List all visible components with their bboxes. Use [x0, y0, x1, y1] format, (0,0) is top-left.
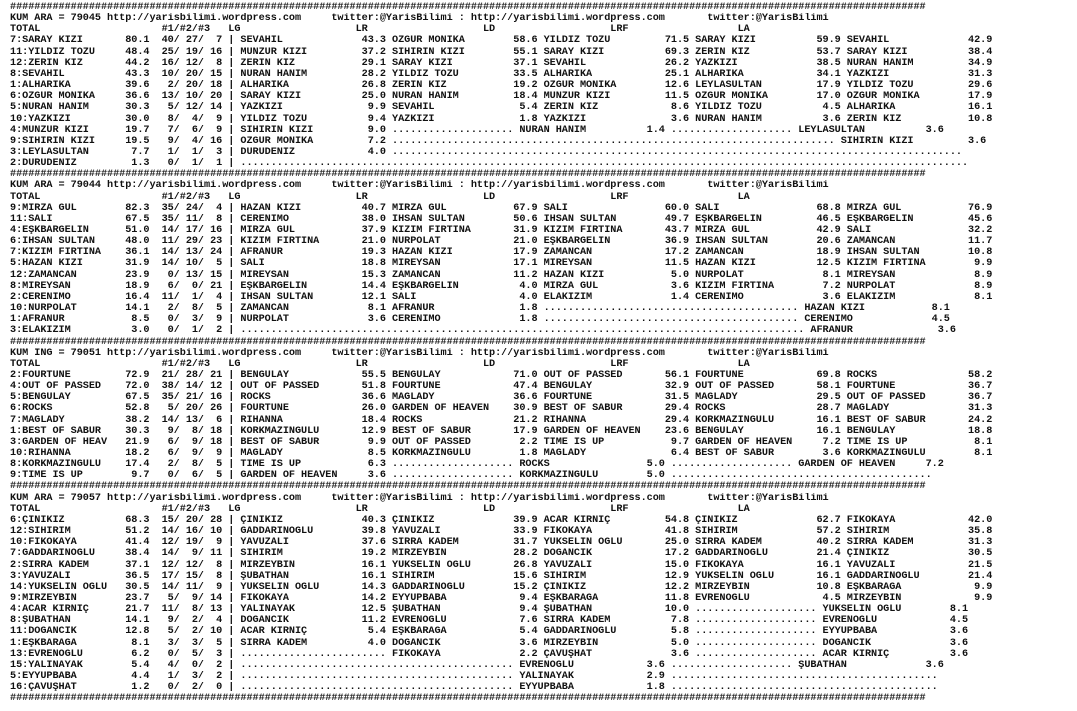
table-row: 6:ÇİNİKIZ 68.3 15/ 20/ 28 | ÇİNİKIZ 40.3 ÇİNİKIZ 39.9 ACAR KIRNIÇ 54.8 ÇİNİKIZ 62.7 FİKOKAYA 42.0	[10, 514, 993, 526]
column-header: TOTAL #1/#2/#3 LG LR LD LRF LA	[10, 24, 750, 36]
table-row: 9:TIME IS UP 9.7 0/ 6/ 5 | GARDEN OF HEAVEN 3.6 .................... KORKMAZINGÜLÜ 5.0 ...........................................	[10, 470, 932, 482]
table-row: 6:ROCKS 52.8 5/ 20/ 26 | FOURTUNE 26.0 GARDEN OF HEAVEN 30.9 BEST OF SABUR 29.4 ROCKS 28.7 MAGLADY 31.3	[10, 403, 993, 415]
table-row: 8:KORKMAZINGÜLÜ 17.4 2/ 8/ 5 | TIME IS UP 6.3 .................... ROCKS 5.0 .................... GARDEN OF HEAVEN 7.2	[10, 459, 944, 471]
table-row: 1:EŞKBARAĞA 8.1 3/ 3/ 5 | SIRRA KADEM 4.0 DOĞANCIK 3.6 MİRZEYBİN 5.0 .................... DOĞANCIK 3.6	[10, 637, 969, 649]
separator-line: #######################################################################################################################################################	[10, 169, 926, 181]
table-row: 14:YÜKSELİN OĞLU 30.5 14/ 11/ 9 | YÜKSELİN OĞLU 14.3 GADDARINOĞLU 15.2 ÇİNİKIZ 12.2 MİRZEYBİN 10.8 EŞKBARAĞA 9.9	[10, 581, 993, 593]
column-header: TOTAL #1/#2/#3 LG LR LD LRF LA	[10, 358, 750, 370]
race-header: KUM İNG = 79051 http://yarisbilimi.wordpress.com twitter:@YarisBilimi : http://yarisbilimi.wordpress.com twitter:@YarisBilimi	[10, 347, 829, 359]
table-row: 4:MUNZUR KIZI 19.7 7/ 6/ 9 | SİHİRİN KIZI 9.0 .................... NURAN HANIM 1.4 .................... LEYLASULTAN 3.6	[10, 124, 944, 136]
table-row: 8:SEVAHİL 43.3 10/ 20/ 15 | NURAN HANIM 28.2 YILDIZ TOZU 33.5 ALHARİKA 25.1 ALHARİKA 34.1 YAZKIZI 31.3	[10, 68, 993, 80]
table-row: 15:YALINAYAK 5.4 4/ 0/ 2 | ............................................. EVRENOĞLU 3.6 .................... ŞUBATHAN 3.6	[10, 659, 944, 671]
table-row: 8:ŞUBATHAN 14.1 9/ 2/ 4 | DOĞANCIK 11.2 EVRENOĞLU 7.6 SIRRA KADEM 7.8 .................... EVRENOĞLU 4.5	[10, 615, 969, 627]
race-header: KUM ARA = 79044 http://yarisbilimi.wordpress.com twitter:@YarisBilimi : http://yarisbilimi.wordpress.com twitter:@YarisBilimi	[10, 180, 829, 192]
table-row: 3:YAVUZALİ 36.5 17/ 15/ 8 | ŞUBATHAN 16.1 SİHİRİM 15.6 SİHİRİM 12.9 YÜKSELİN OĞLU 16.1 GADDARINOĞLU 21.4	[10, 570, 993, 582]
table-row: 7:KIZIM FIRTINA 36.1 14/ 13/ 24 | AFRANUR 19.3 HAZAN KIZI 17.9 ZAMANCAN 17.2 ZAMANCAN 18.9 İHSAN SULTAN 10.8	[10, 247, 993, 259]
column-header: TOTAL #1/#2/#3 LG LR LD LRF LA	[10, 191, 750, 203]
table-row: 2:SIRRA KADEM 37.1 12/ 12/ 8 | MİRZEYBİN 16.1 YÜKSELİN OĞLU 26.8 YAVUZALİ 15.0 FİKOKAYA 16.1 YAVUZALİ 21.5	[10, 559, 993, 571]
table-row: 2:CERENİMO 16.4 11/ 1/ 4 | İHSAN SULTAN 12.1 SALİ 4.0 ELAKIZIM 1.4 CERENİMO 3.6 ELAKIZIM 8.1	[10, 291, 993, 303]
separator-line: #######################################################################################################################################################	[10, 481, 926, 493]
table-row: 12:SİHİRİM 51.2 14/ 16/ 10 | GADDARINOĞLU 39.8 YAVUZALİ 33.9 FİKOKAYA 41.8 SİHİRİM 57.2 SİHİRİM 35.8	[10, 526, 993, 538]
table-row: 9:MİRZEYBİN 23.7 5/ 9/ 14 | FİKOKAYA 14.2 EYYUPBABA 9.4 EŞKBARAĞA 11.8 EVRENOĞLU 4.5 MİRZEYBİN 9.9	[10, 592, 993, 604]
table-row: 10:RİHANNA 18.2 6/ 9/ 9 | MAGLADY 8.5 KORKMAZINGÜLÜ 1.8 MAGLADY 6.4 BEST OF SABUR 3.6 KORKMAZINGÜLÜ 8.1	[10, 448, 993, 459]
table-row: 3:LEYLASULTAN 7.7 1/ 1/ 3 | DURUDENİZ 4.0 ..............................................................................................	[10, 146, 962, 158]
table-row: 11:DOĞANCIK 12.8 5/ 2/ 10 | ACAR KIRNIÇ 5.4 EŞKBARAĞA 5.4 GADDARINOĞLU 5.8 .................... EYYUPBABA 3.6	[10, 626, 969, 638]
table-row: 1:BEST OF SABUR 30.3 9/ 8/ 18 | KORKMAZINGÜLÜ 12.9 BEST OF SABUR 17.9 GARDEN OF HEAVEN 23.6 BENGÜLAY 16.1 BENGÜLAY 18.8	[10, 425, 993, 437]
table-row: 4:EŞKBARGELİN 51.0 14/ 17/ 16 | MİRZA GÜL 37.9 KIZIM FIRTINA 31.9 KIZIM FIRTINA 43.7 MİRZA GÜL 42.9 SALİ 32.2	[10, 225, 993, 236]
table-row: 4:OUT OF PASSED 72.0 38/ 14/ 12 | OUT OF PASSED 51.8 FOURTUNE 47.4 BENGÜLAY 32.9 OUT OF PASSED 58.1 FOURTUNE 36.7	[10, 381, 993, 393]
table-row: 16:ÇAVUŞHAT 1.2 0/ 2/ 0 | ............................................. EYYUPBABA 1.8 ............................................	[10, 682, 938, 694]
table-row: 6:İHSAN SULTAN 48.0 11/ 29/ 23 | KIZIM FIRTINA 21.0 NURPOLAT 21.0 EŞKBARGELİN 36.9 İHSAN SULTAN 20.6 ZAMANCAN 11.7	[10, 236, 993, 248]
table-row: 5:BENGÜLAY 67.5 35/ 21/ 16 | ROCKS 36.6 MAGLADY 36.6 FOURTUNE 31.5 MAGLADY 29.5 OUT OF PASSED 36.7	[10, 392, 993, 404]
table-row: 7:GADDARINOĞLU 38.4 14/ 9/ 11 | SİHİRİM 19.2 MİRZEYBİN 28.2 DOĞANCIK 17.2 GADDARINOĞLU 21.4 ÇİNİKIZ 30.5	[10, 548, 993, 560]
table-row: 2:DURUDENİZ 1.3 0/ 1/ 1 | ........................................................................................................................	[10, 158, 969, 170]
table-row: 6:ÖZGÜR MONİKA 36.6 13/ 10/ 20 | SARAY KIZI 25.0 NURAN HANIM 18.4 MUNZUR KIZI 11.5 ÖZGÜR MONİKA 17.0 ÖZGÜR MONİKA 17.9	[10, 91, 993, 103]
separator-line: #######################################################################################################################################################	[10, 2, 926, 13]
table-row: 7:MAGLADY 38.2 14/ 13/ 6 | RİHANNA 18.4 ROCKS 21.2 RİHANNA 29.4 KORKMAZINGÜLÜ 16.1 BEST OF SABUR 24.2	[10, 414, 993, 426]
table-row: 1:AFRANUR 8.5 0/ 3/ 9 | NURPOLAT 3.6 CERENİMO 1.8 .......................................... CERENİMO 4.5	[10, 314, 950, 326]
table-row: 3:ELAKIZIM 3.0 0/ 1/ 2 | ............................................................................................. AFRANUR 3.6	[10, 325, 956, 337]
separator-line: #######################################################################################################################################################	[10, 693, 926, 705]
table-row: 5:HAZAN KIZI 31.9 14/ 10/ 5 | SALİ 18.8 MİREYSAN 17.1 MİREYSAN 11.5 HAZAN KIZI 12.5 KIZIM FIRTINA 9.9	[10, 258, 993, 270]
table-row: 9:SİHİRİN KIZI 19.5 9/ 4/ 16 | ÖZGÜR MONİKA 7.2 ......................................................................... SİHİRİN KIZI 3.6	[10, 135, 987, 147]
table-row: 10:NURPOLAT 14.1 2/ 8/ 5 | ZAMANCAN 8.1 AFRANUR 1.8 .......................................... HAZAN KIZI 8.1	[10, 303, 950, 315]
table-row: 9:MİRZA GÜL 82.3 35/ 24/ 4 | HAZAN KIZI 40.7 MİRZA GÜL 67.9 SALİ 60.0 SALİ 68.8 MİRZA GÜL 76.9	[10, 202, 993, 214]
table-row: 11:SALİ 67.5 35/ 11/ 8 | CERENİMO 38.0 İHSAN SULTAN 50.6 İHSAN SULTAN 49.7 EŞKBARGELİN 46.5 EŞKBARGELİN 45.6	[10, 213, 993, 225]
column-header: TOTAL #1/#2/#3 LG LR LD LRF LA	[10, 503, 750, 515]
table-row: 5:NURAN HANIM 30.3 5/ 12/ 14 | YAZKIZI 9.9 SEVAHİL 5.4 ZERİN KIZ 8.6 YILDIZ TOZU 4.5 ALHARİKA 16.1	[10, 102, 993, 114]
table-row: 12:ZERİN KIZ 44.2 16/ 12/ 8 | ZERİN KIZ 29.1 SARAY KIZI 37.1 SEVAHİL 26.2 YAZKIZI 38.5 NURAN HANIM 34.9	[10, 57, 993, 69]
table-row: 10:YAZKIZI 30.0 8/ 4/ 9 | YILDIZ TOZU 9.4 YAZKIZI 1.8 YAZKIZI 3.6 NURAN HANIM 3.6 ZERİN KIZ 10.8	[10, 113, 993, 125]
race-header: KUM ARA = 79045 http://yarisbilimi.wordpress.com twitter:@YarisBilimi : http://yarisbilimi.wordpress.com twitter:@YarisBilimi	[10, 13, 829, 25]
separator-line: #######################################################################################################################################################	[10, 336, 926, 348]
race-header: KUM ARA = 79057 http://yarisbilimi.wordpress.com twitter:@YarisBilimi : http://yarisbilimi.wordpress.com twitter:@YarisBilimi	[10, 492, 829, 504]
table-row: 10:FİKOKAYA 41.4 12/ 19/ 9 | YAVUZALİ 37.6 SIRRA KADEM 31.7 YÜKSELİN OĞLU 25.0 SIRRA KADEM 40.2 SIRRA KADEM 31.3	[10, 537, 993, 549]
table-row: 1:ALHARİKA 39.6 2/ 20/ 18 | ALHARİKA 26.8 ZERİN KIZ 19.2 ÖZGÜR MONİKA 12.6 LEYLASULTAN 17.9 YILDIZ TOZU 29.6	[10, 80, 993, 92]
table-row: 8:MİREYSAN 18.9 6/ 0/ 21 | EŞKBARGELİN 14.4 EŞKBARGELİN 4.0 MİRZA GÜL 3.6 KIZIM FIRTINA 7.2 NURPOLAT 8.9	[10, 280, 993, 292]
table-row: 7:SARAY KIZI 80.1 40/ 27/ 7 | SEVAHİL 43.3 ÖZGÜR MONİKA 58.6 YILDIZ TOZU 71.5 SARAY KIZI 59.9 SEVAHİL 42.9	[10, 35, 993, 47]
table-row: 3:GARDEN OF HEAV 21.9 6/ 9/ 18 | BEST OF SABUR 9.9 OUT OF PASSED 2.2 TIME IS UP 9.7 GARDEN OF HEAVEN 7.2 TIME IS UP 8.1	[10, 436, 993, 448]
table-row: 4:ACAR KIRNIÇ 21.7 11/ 8/ 13 | YALINAYAK 12.5 ŞUBATHAN 9.4 ŞUBATHAN 10.0 .................... YÜKSELİN OĞLU 8.1	[10, 604, 969, 616]
table-row: 11:YILDIZ TOZU 48.4 25/ 19/ 16 | MUNZUR KIZI 37.2 SİHİRİN KIZI 55.1 SARAY KIZI 69.3 ZERİN KIZ 53.7 SARAY KIZI 38.4	[10, 46, 993, 58]
table-row: 13:EVRENOĞLU 6.2 0/ 5/ 3 | ........................ FİKOKAYA 2.2 ÇAVUŞHAT 3.6 .................... ACAR KIRNIÇ 3.6	[10, 648, 969, 660]
table-row: 5:EYYUPBABA 4.4 1/ 3/ 2 | ............................................. YALINAYAK 2.9 ............................................	[10, 671, 938, 682]
table-row: 12:ZAMANCAN 23.9 0/ 13/ 15 | MİREYSAN 15.3 ZAMANCAN 11.2 HAZAN KIZI 5.0 NURPOLAT 8.1 MİREYSAN 8.9	[10, 269, 993, 281]
table-row: 2:FOURTUNE 72.9 21/ 28/ 21 | BENGÜLAY 55.5 BENGÜLAY 71.0 OUT OF PASSED 56.1 FOURTUNE 69.8 ROCKS 58.2	[10, 369, 993, 381]
